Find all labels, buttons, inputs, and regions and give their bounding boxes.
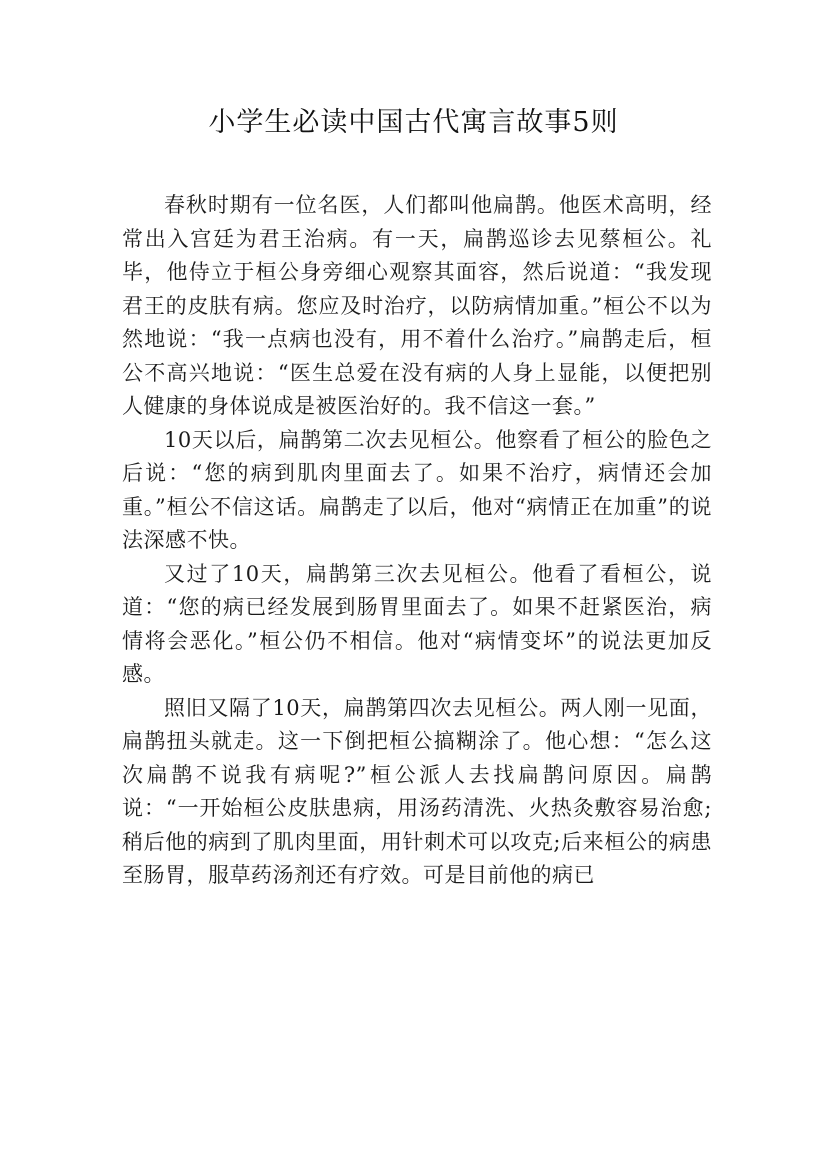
paragraph-1: 春秋时期有一位名医，人们都叫他扁鹊。他医术高明，经常出入宫廷为君王治病。有一天，扁鹊巡诊去见蔡桓公。礼毕，他侍立于桓公身旁细心观察其面容，然后说道：“我发现君王的皮肤有病。您应及时治疗，以防病情加重。”桓公不以为然地说：“我一点病也没有，用不着什么治疗。”扁鹊走后，桓公不高兴地说：“医生总爱在没有病的人身上显能，以便把别人健康的身体说成是被医治好的。我不信这一套。” bbox=[122, 193, 712, 418]
paragraph-2: 10天以后，扁鹊第二次去见桓公。他察看了桓公的脸色之后说：“您的病到肌肉里面去了。如果不治疗，病情还会加重。”桓公不信这话。扁鹊走了以后，他对“病情正在加重”的说法深感不快。 bbox=[122, 427, 712, 552]
paragraph-3: 又过了10天，扁鹊第三次去见桓公。他看了看桓公，说道：“您的病已经发展到肠胃里面去了。如果不赶紧医治，病情将会恶化。”桓公仍不相信。他对“病情变坏”的说法更加反感。 bbox=[122, 561, 712, 686]
document-title: 小学生必读中国古代寓言故事5则 bbox=[208, 107, 619, 138]
document-body bbox=[122, 189, 712, 893]
paragraph-4: 照旧又隔了10天，扁鹊第四次去见桓公。两人刚一见面，扁鹊扭头就走。这一下倒把桓公搞糊涂了。他心想：“怎么这次扁鹊不说我有病呢?”桓公派人去找扁鹊问原因。扁鹊说：“一开始桓公皮肤患病，用汤药清洗、火热灸敷容易治愈;稍后他的病到了肌肉里面，用针刺术可以攻克;后来桓公的病患至肠胃，服草药汤剂还有疗效。可是目前他的病已 bbox=[122, 695, 712, 887]
